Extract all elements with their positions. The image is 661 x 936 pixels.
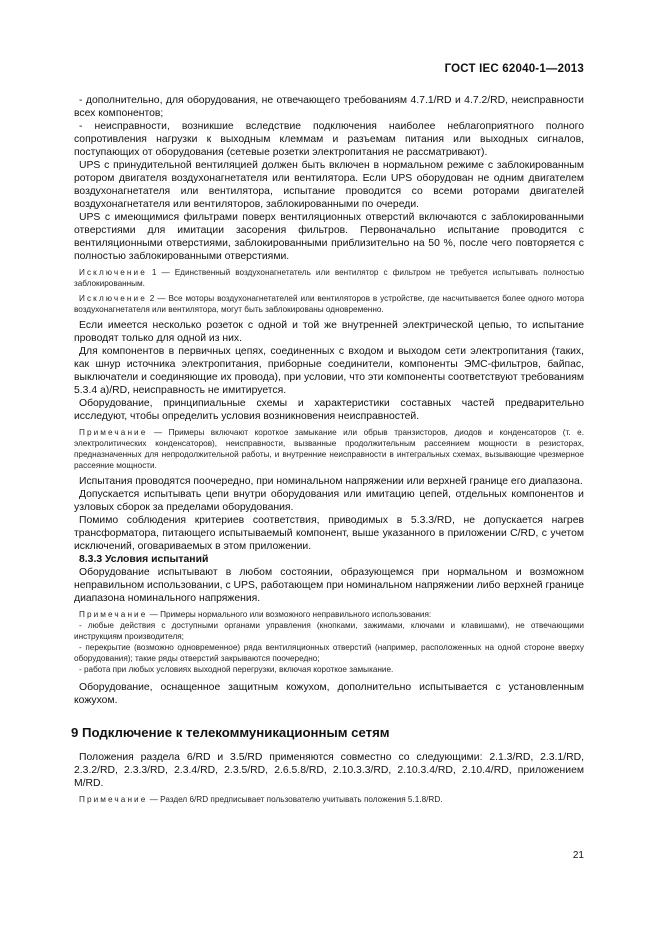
note [74,427,584,471]
paragraph: UPS с имеющимися фильтрами поверх вентиляционных отверстий включаются с заблокированными отверстиями для имитации засорения фильтров. Первоначально испытание проводится с вентиляционными отверстиями, заблокированными приблизительно на 50 %, после чего повторяется с полностью заблокированными отверстиями. [74,212,584,262]
paragraph: Испытания проводятся поочередно, при номинальном напряжении или верхней границе его диапазона. [79,476,583,487]
note-text: — Примеры нормального или возможного неправильного использования: [147,610,432,619]
note-label: Исключение [79,268,147,277]
note-list-item: - перекрытие (возможно одновременное) ряда вентиляционных отверстий (например, расположенных на одной стороне вверху оборудования); такие ряды отверстий закрываются поочередно; [74,643,584,663]
subsection-heading: 8.3.3 Условия испытаний [79,554,209,565]
standard-header: ГОСТ IEC 62040-1—2013 [444,63,584,75]
paragraph: Положения раздела 6/RD и 3.5/RD применяются совместно со следующими: 2.1.3/RD, 2.3.1/RD, 2.3.2/RD, 2.3.3/RD, 2.3.4/RD, 2.3.5/RD, 2.6.5.8/RD, 2.10.3.3/RD, 2.10.3.4/RD, 2.10.4/RD, приложением M/RD. [74,752,584,789]
note-list-item: - работа при любых условиях выходной перегрузки, включая короткое замыкание. [79,665,394,674]
paragraph: UPS с принудительной вентиляцией должен быть включен в нормальном режиме с заблокированным ротором двигателя воздухонагнетателя или вентилятора. Если UPS оборудован не одним двигателем воздухонагнетателя или вентилятора, испытание проводится со всеми роторами двигателей воздухонагнетателя или вентиляторов, заблокированными по очереди. [74,160,584,210]
paragraph: Помимо соблюдения критериев соответствия, приводимых в 5.3.3/RD, не допускается нагрев трансформатора, питающего испытываемый компонент, выше указанного в приложении C/RD, с учетом исключений, оговариваемых в этом приложении. [74,515,584,552]
note [74,794,584,805]
note-list-item: - любые действия с доступными органами управления (кнопками, зажимами, ключами и клавишами), не отвечающими инструкциям производителя; [74,621,584,641]
paragraph: Допускается испытывать цепи внутри оборудования или имитацию цепей, отдельных компонентов и узловых сборок за пределами оборудования. [74,489,584,513]
paragraph: Оборудование испытывают в любом состоянии, образующемся при нормальном и возможном неправильном использовании, с UPS, работающем при номинальном напряжении либо верхней границе диапазона номинального напряжения. [74,567,584,604]
note [74,609,584,620]
page-content [71,94,584,805]
paragraph: Оборудование, оснащенное защитным кожухом, дополнительно испытывается с установленным кожухом. [74,682,584,706]
note-text: — Раздел 6/RD предписывает пользователю учитывать положения 5.1.8/RD. [147,795,443,804]
paragraph: Если имеется несколько розеток с одной и той же внутренней электрической цепью, то испытание проводят только для одной из них. [74,320,584,344]
note-text: — Примеры включают короткое замыкание или обрыв транзисторов, диодов и конденсаторов (т. е. электролитических конденсаторов), неисправности, вызванные продолжительным рассеянием мощности в резисторах, предназначенных для непродолжительной работы, и внутренние неисправности в интегральных схемах, вызывающие чрезмерное рассеяние мощности. [74,428,584,470]
note-text: 2 — Все моторы воздухонагнетателей или вентиляторов в устройстве, где насчитывается более одного мотора воздухонагнетателя или вентилятора, могут быть заблокированы одновременно. [74,294,584,314]
note-label: Исключение [79,294,147,303]
page-number: 21 [572,850,584,861]
list-item: - дополнительно, для оборудования, не отвечающего требованиям 4.7.1/RD и 4.7.2/RD, неисправности всех компонентов; [74,95,584,119]
note-label: Примечание [79,428,148,437]
exception-note [74,267,584,289]
note-text: 1 — Единственный воздухонагнетатель или вентилятор с фильтром не требуется испытывать полностью заблокированным. [74,268,584,288]
paragraph: Для компонентов в первичных цепях, соединенных с входом и выходом сети электропитания (таких, как шнур источника электропитания, приборные соединители, компоненты ЭМС-фильтров, байпас, выключатели и соединяющие их провода), при условии, что эти компоненты соответствуют требованиям 5.3.4 a)/RD, неисправность не имитируется. [74,346,584,396]
paragraph: Оборудование, принципиальные схемы и характеристики составных частей предварительно исследуют, чтобы определить условия возникновения неисправностей. [74,398,584,422]
section-heading: 9 Подключение к телекоммуникационным сетям [71,725,390,740]
exception-note [74,293,584,315]
note-label: Примечание [79,610,148,619]
note-label: Примечание [79,795,148,804]
list-item: - неисправности, возникшие вследствие подключения наиболее неблагоприятного полного сопротивления нагрузки к выходным клеммам и разъемам питания или выходных сигналов, поступающих от оборудования (сетевые розетки электропитания не рассматривают). [74,121,584,158]
